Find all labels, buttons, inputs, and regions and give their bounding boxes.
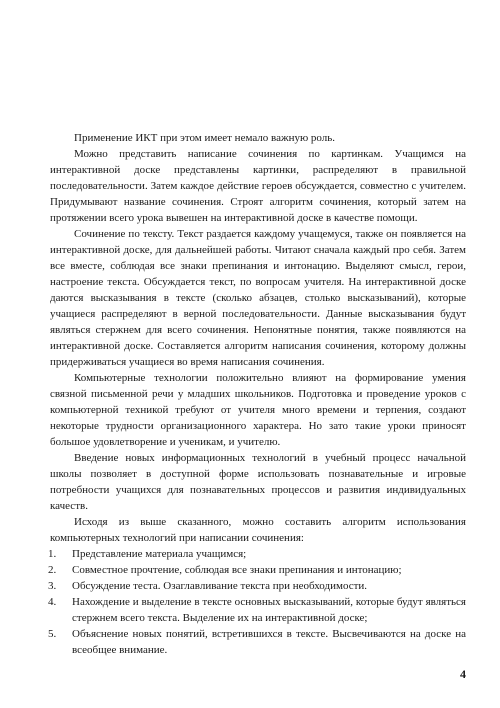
list-number: 2. [48,564,57,576]
list-text: Обсуждение теста. Озаглавливание текста при необходимости. [72,580,368,592]
paragraph-text-essay: Сочинение по тексту. Текст раздается каждому учащемуся, также он появляется на интерактивной доске, для дальнейшей работы. Читают сначала каждый про себя. Затем все вместе, соблюдая все знаки препинания и интонацию. Выделяют смысл, герои, настроение текста. Обсуждается текст, по вопросам учителя. На интерактивной доске даются высказывания в тексте (сколько абзацев, столько высказываний), которые учащиеся распределяют в верной последовательности. Данные высказывания будут являться стержнем для всего сочинения. Непонятные понятия, также появляются на интерактивной доске. Составляется алгоритм написания сочинения, которому должны придерживаться учащиеся во время написания сочинения. [50,228,466,368]
paragraph-ict-role: Применение ИКТ при этом имеет немало важную роль. [74,132,336,144]
document-page [50,130,466,658]
paragraph-algorithm-intro: Исходя из выше сказанного, можно составить алгоритм использования компьютерных технологий при написании сочинения: [50,516,466,544]
list-item [50,562,466,578]
paragraph-new-tech: Введение новых информационных технологий в учебный процесс начальной школы позволяет в доступной форме использовать познавательные и игровые потребности учащихся для познавательных процессов и развития индивидуальных качеств. [50,452,466,512]
algorithm-list [50,546,466,658]
list-number: 3. [48,580,57,592]
list-number: 1. [48,548,57,560]
list-text: Совместное прочтение, соблюдая все знаки препинания и интонацию; [72,564,402,576]
page-number: 4 [460,667,466,681]
list-number: 5. [48,628,57,640]
list-text: Объяснение новых понятий, встретившихся в тексте. Высвечиваются на доске на всеобщее внимание. [72,628,466,656]
paragraph-computer-tech: Компьютерные технологии положительно влияют на формирование умения связной письменной речи у младших школьников. Подготовка и проведение уроков с компьютерной техникой требуют от учителя много времени и терпения, создают некоторые трудности организационного характера. Но зато такие уроки приносят большое удовлетворение и ученикам, и учителю. [50,372,466,448]
paragraph-pictures: Можно представить написание сочинения по картинкам. Учащимся на интерактивной доске представлены картинки, распределяют в правильной последовательности. Затем каждое действие героев обсуждается, совместно с учителем. Придумывают название сочинения. Строят алгоритм сочинения, который затем на протяжении всего урока вывешен на интерактивной доске в качестве помощи. [50,148,466,224]
list-item [50,626,466,658]
list-text: Представление материала учащимся; [72,548,247,560]
list-item [50,578,466,594]
list-number: 4. [48,596,57,608]
list-text: Нахождение и выделение в тексте основных высказываний, которые будут являться стержнем всего текста. Выделение их на интерактивной доске; [72,596,466,624]
list-item [50,594,466,626]
list-item [50,546,466,562]
